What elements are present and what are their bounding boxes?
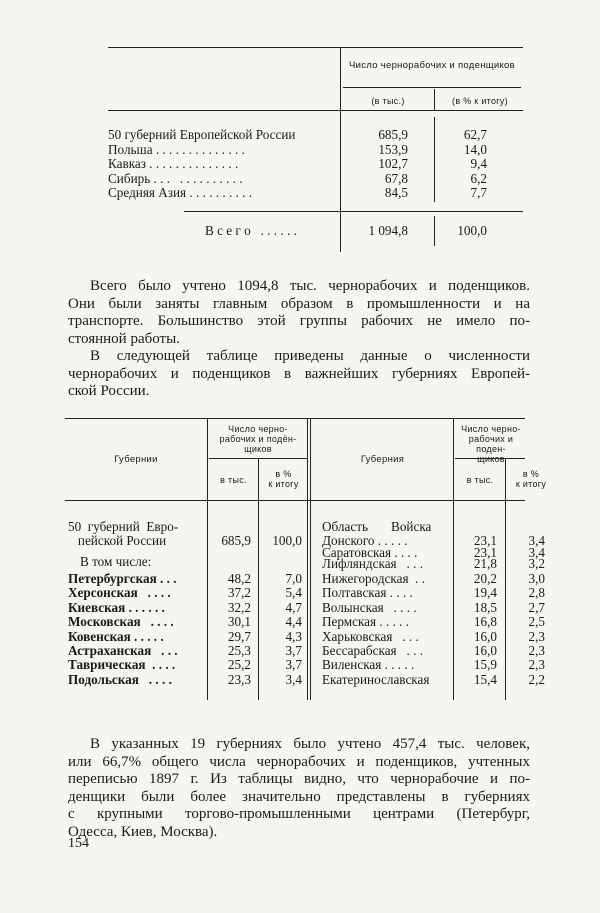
- table2-right-row-label: Область Войска: [322, 519, 432, 534]
- table2-right-row-thousands: 16,8: [473, 614, 497, 630]
- table2-total-percent: 100,0: [272, 533, 302, 548]
- table2-col-divider-right: [505, 459, 506, 700]
- table2-col-percent-right: [507, 469, 555, 489]
- table2-col-name-right: Губерния: [360, 454, 405, 465]
- table2-divider-right: [453, 418, 454, 700]
- table1-row-percent: 6,2: [470, 170, 487, 186]
- page-number: 154: [68, 836, 89, 851]
- table2-right-row-percent: 2,8: [528, 585, 545, 601]
- table2-right-row-thousands: 15,9: [473, 657, 497, 673]
- table2-right-row-label: Екатеринославская: [322, 671, 430, 687]
- table2-right-row-percent: 2,3: [528, 657, 545, 673]
- text-line: транспорте. Большинство этой группы рабочих не имело по-: [68, 313, 530, 330]
- table2-right-row-percent: 3,0: [528, 571, 545, 586]
- table1-total-label: В с е г о . . . . . .: [205, 223, 297, 238]
- table1-total-rule: [184, 211, 523, 212]
- table2-right-row-percent: 2,3: [528, 628, 545, 644]
- table2-left-row-thousands: 25,3: [227, 643, 251, 658]
- table2-right-row-label: Полтавская . . . .: [322, 585, 413, 601]
- table2-left-row-percent: 4,7: [285, 599, 302, 615]
- table2-right-row-label: Донского . . . . .: [322, 533, 408, 548]
- header-line: к итогу: [515, 479, 547, 489]
- table2-left-row-label: Херсонская . . . .: [68, 585, 171, 601]
- table1-row-percent: 9,4: [470, 156, 487, 171]
- table2-col-divider-left: [258, 459, 259, 700]
- header-line: в %: [275, 469, 292, 479]
- table2-left-row-label: Петербургская . . .: [68, 571, 177, 586]
- table2-col-name-left: Губернии: [114, 454, 158, 465]
- paragraph-2: [68, 348, 530, 401]
- table2-right-row-label: Виленская . . . . .: [322, 657, 415, 673]
- table2-right-row-label: Волынская . . . .: [322, 599, 417, 615]
- table1-divider: [340, 47, 341, 252]
- table2-top-rule: [65, 418, 525, 419]
- table2-left-row-percent: 5,4: [285, 585, 302, 601]
- table2-group-rule-left: [209, 458, 307, 459]
- header-line: к итогу: [268, 479, 299, 489]
- table2-total-label: пейской России: [68, 533, 167, 548]
- text-line: денщики были более значительно представлены в губерниях: [68, 788, 530, 805]
- table1-row-thousands: 153,9: [378, 141, 408, 157]
- text-line: с крупными торгово-промышленными центрами (Петербург,: [68, 806, 530, 823]
- table2-right-row-percent: 2,5: [528, 614, 545, 630]
- table2-double-divider-a: [307, 418, 308, 700]
- text-line: В указанных 19 губерниях было учтено 457,4 тыс. человек,: [90, 736, 530, 752]
- header-line: в %: [522, 469, 540, 479]
- table1-row-percent: 7,7: [470, 185, 487, 200]
- text-line: Они были заняты главным образом в промышленности и на: [68, 295, 530, 312]
- table1-top-rule: [108, 47, 523, 48]
- table2-left-row-percent: 4,4: [285, 614, 302, 630]
- table1-row-thousands: 67,8: [384, 170, 408, 186]
- table2-header-group-left: Число черно- рабочих и подён- щиков: [219, 424, 297, 454]
- table1-total-thousands: 1 094,8: [368, 223, 408, 238]
- table2-right-row-label: Саратовская . . . .: [322, 545, 418, 560]
- text-line: стоянной работы.: [68, 330, 180, 347]
- table2-left-row-label: Ковенская . . . . .: [68, 628, 164, 644]
- table2-left-row-thousands: 48,2: [227, 571, 251, 586]
- table2-left-row-percent: 4,3: [285, 628, 302, 644]
- table1-row-label: Польша . . . . . . . . . . . . . .: [108, 141, 245, 157]
- table2-right-row-thousands: 15,4: [473, 671, 497, 687]
- table1-row-thousands: 84,5: [384, 185, 408, 200]
- table2-header-bottom-rule: [65, 500, 525, 501]
- table1-col-thousands: (в тыс.): [371, 96, 405, 106]
- table2-right-row-label: Пермская . . . . .: [322, 614, 410, 630]
- table2-left-row-thousands: 37,2: [227, 585, 251, 601]
- table2-total-thousands: 685,9: [221, 533, 251, 548]
- table2-right-row-thousands: 20,2: [473, 571, 497, 586]
- table2-left-row-label: Астраханская . . .: [68, 643, 178, 658]
- table1-row-thousands: 102,7: [378, 156, 408, 171]
- table1-col-percent: (в % к итогу): [452, 96, 508, 106]
- paragraph-3: [68, 736, 530, 842]
- table1-row-label: Средняя Азия . . . . . . . . . .: [108, 185, 253, 200]
- table1-total-percent: 100,0: [457, 223, 487, 238]
- table2-left-row-percent: 3,7: [285, 643, 302, 658]
- table2-left-row-label: Киевская . . . . . .: [68, 599, 165, 615]
- table2-right-row-label: Бессарабская . . .: [322, 643, 423, 658]
- table1-row-percent: 62,7: [463, 127, 487, 142]
- table2-right-row-thousands: 19,4: [473, 585, 497, 601]
- table2-right-row-thousands: 16,0: [473, 643, 497, 658]
- table2-left-row-thousands: 30,1: [227, 614, 251, 630]
- table2-right-row-percent: 2,3: [528, 643, 545, 658]
- table2-right-row-label: Нижегородская . .: [322, 571, 426, 586]
- table2-right-row-percent: 3,4: [528, 533, 545, 548]
- text-line: чернорабочих и поденщиков в важнейших губерниях Европей-: [68, 365, 530, 382]
- text-line: Всего было учтено 1094,8 тыс. чернорабочих и поденщиков.: [90, 278, 530, 294]
- table2-left-row-thousands: 32,2: [227, 599, 251, 615]
- table1-row-percent: 14,0: [463, 141, 487, 157]
- table2-col-thousands-left: в тыс.: [220, 475, 247, 485]
- text-line: Одесса, Киев, Москва).: [68, 823, 218, 840]
- table2-left-row-label: Подольская . . . .: [68, 671, 172, 687]
- table1-subheader-divider: [434, 89, 435, 110]
- table1-row-thousands: 685,9: [378, 127, 408, 142]
- table2-total-label: 50 губерний Евро-: [68, 519, 179, 534]
- table2-left-row-percent: 3,4: [285, 671, 302, 687]
- table1-header-rule: [343, 87, 521, 88]
- table2-col-thousands-right: в тыс.: [466, 475, 494, 485]
- table2-left-row-label: Таврическая . . . .: [68, 657, 176, 673]
- text-line: переписью 1897 г. Из таблицы видно, что чернорабочие и по-: [68, 771, 530, 788]
- table2-divider: [207, 418, 208, 700]
- table1-total-divider: [434, 216, 435, 246]
- text-line: ской России.: [68, 383, 150, 400]
- header-line: Число черно-: [461, 424, 521, 434]
- table2-left-row-thousands: 25,2: [227, 657, 251, 673]
- table2-right-row-thousands: 23,1: [473, 533, 497, 548]
- table1-col-divider: [434, 117, 435, 202]
- table2-right-row-percent: 3,4: [528, 545, 545, 560]
- table2-double-divider-b: [310, 418, 311, 700]
- table2-col-percent-left: [260, 469, 307, 489]
- table2-right-row-label: Лифляндская . . .: [322, 556, 423, 571]
- table2-left-row-percent: 7,0: [285, 571, 302, 586]
- table1-header-group: Число чернорабочих и поденщиков: [349, 60, 515, 71]
- table2-right-row-label: Харьковская . . .: [322, 628, 419, 644]
- table2-right-row-thousands: 21,8: [473, 556, 497, 571]
- table2-subheading: В том числе:: [80, 554, 152, 569]
- table1-row-label: Сибирь . . . . . . . . . . . . .: [108, 170, 243, 186]
- table2-right-row-thousands: 23,1: [473, 545, 497, 560]
- table2-left-row-thousands: 23,3: [227, 671, 251, 687]
- table2-left-row-label: Московская . . . .: [68, 614, 174, 630]
- header-line: рабочих и поден-: [468, 434, 514, 454]
- table2-right-row-percent: 2,7: [528, 599, 545, 615]
- table2-header-group-right: [455, 424, 527, 464]
- table1-header-bottom-rule: [108, 110, 523, 111]
- table2-right-row-percent: 2,2: [528, 671, 545, 687]
- table2-right-row-thousands: 18,5: [473, 599, 497, 615]
- table2-left-row-percent: 3,7: [285, 657, 302, 673]
- table2-right-row-percent: 3,2: [528, 556, 545, 571]
- paragraph-1: [68, 278, 530, 348]
- header-line: щиков: [477, 454, 505, 464]
- table2-left-row-thousands: 29,7: [227, 628, 251, 644]
- table2-right-row-thousands: 16,0: [473, 628, 497, 644]
- table1-row-label: 50 губерний Европейской России: [108, 127, 296, 142]
- text-line: В следующей таблице приведены данные о численности: [90, 348, 530, 364]
- table1-row-label: Кавказ . . . . . . . . . . . . . .: [108, 156, 239, 171]
- text-line: или 66,7% общего числа чернорабочих и поденщиков, учтенных: [68, 753, 530, 770]
